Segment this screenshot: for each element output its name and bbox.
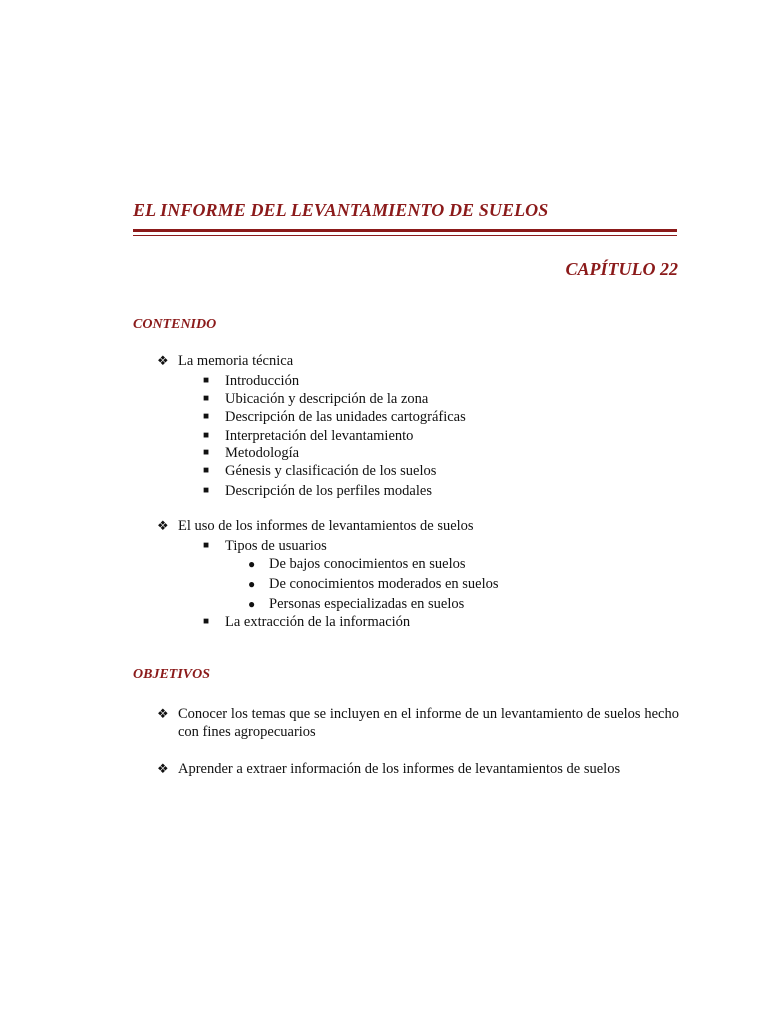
- list-item: Metodología: [225, 445, 300, 461]
- diamond-bullet-icon: ❖: [157, 706, 169, 721]
- list-item: Introducción: [225, 373, 300, 389]
- square-bullet-icon: ■: [203, 375, 210, 386]
- list-item-memoria-tecnica: La memoria técnica: [178, 353, 294, 369]
- diamond-bullet-icon: ❖: [157, 518, 169, 533]
- round-bullet-icon: ●: [248, 557, 256, 571]
- square-bullet-icon: ■: [203, 447, 210, 458]
- square-bullet-icon: ■: [203, 411, 210, 422]
- list-item: Ubicación y descripción de la zona: [225, 391, 429, 407]
- round-bullet-icon: ●: [248, 597, 256, 611]
- objetivos-heading: OBJETIVOS: [133, 667, 211, 682]
- chapter-number: CAPÍTULO 22: [565, 259, 678, 279]
- square-bullet-icon: ■: [203, 540, 210, 551]
- diamond-bullet-icon: ❖: [157, 353, 169, 368]
- round-bullet-icon: ●: [248, 577, 256, 591]
- square-bullet-icon: ■: [203, 393, 210, 404]
- list-item: Descripción de las unidades cartográficas: [225, 409, 466, 425]
- square-bullet-icon: ■: [203, 616, 210, 627]
- title-rule-thin: [133, 235, 677, 236]
- list-item: Descripción de los perfiles modales: [225, 483, 432, 499]
- document-title: EL INFORME DEL LEVANTAMIENTO DE SUELOS: [133, 200, 549, 220]
- list-item: Personas especializadas en suelos: [269, 596, 465, 612]
- list-item: De bajos conocimientos en suelos: [269, 556, 466, 572]
- list-item: Interpretación del levantamiento: [225, 428, 414, 444]
- objective-item: Aprender a extraer información de los informes de levantamientos de suelos: [178, 761, 621, 777]
- title-rule-thick: [133, 229, 677, 232]
- contenido-heading: CONTENIDO: [133, 317, 217, 332]
- diamond-bullet-icon: ❖: [157, 761, 169, 776]
- objective-item: Conocer los temas que se incluyen en el informe de un levantamiento de suelos hecho con fines agropecuarios: [178, 706, 679, 740]
- square-bullet-icon: ■: [203, 465, 210, 476]
- list-item: De conocimientos moderados en suelos: [269, 576, 499, 592]
- square-bullet-icon: ■: [203, 430, 210, 441]
- list-item-uso-informes: El uso de los informes de levantamientos de suelos: [178, 518, 474, 534]
- list-item: Génesis y clasificación de los suelos: [225, 463, 437, 479]
- square-bullet-icon: ■: [203, 485, 210, 496]
- list-item-extraccion: La extracción de la información: [225, 614, 411, 630]
- list-item-tipos-usuarios: Tipos de usuarios: [225, 538, 327, 554]
